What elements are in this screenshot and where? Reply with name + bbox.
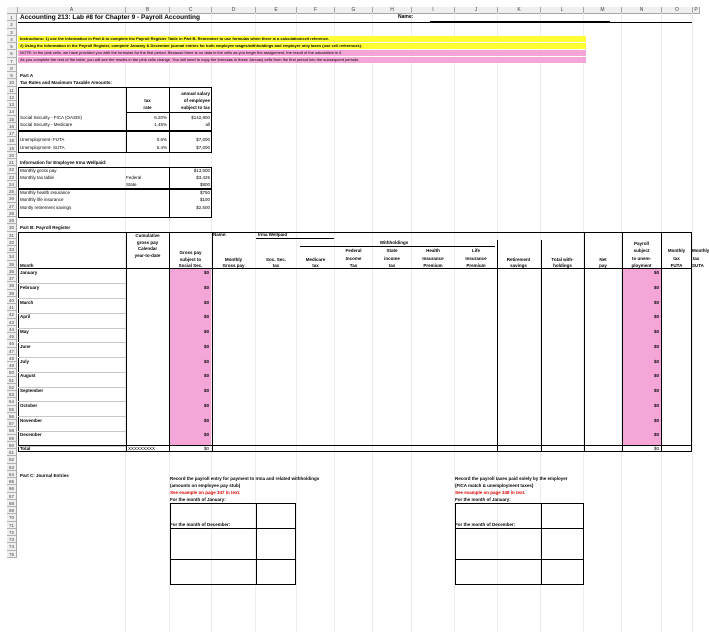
instruction-note-1: NOTE: In the pink cells, we have provided you with the formulas for the first period. Because there is no data in the cells as you begin the assignment, the result of the calculation is 0. [20,50,343,55]
row-header[interactable]: 1 [7,14,17,21]
part-c-label: Part C: Journal Entries [20,473,69,478]
payroll-subject-value[interactable]: $0 [653,373,659,379]
row-header[interactable]: 31 [7,232,17,239]
state-header: State [386,248,398,253]
column-header-d[interactable]: D [212,7,256,14]
employee-label: Monthly life insurance [20,197,64,202]
employee-mid: Federal [126,175,142,180]
annual-salary-header: of employee [183,98,210,103]
retirement-header: savings [510,263,527,268]
jan-entry-note: (amounts on employee pay stub) [170,483,241,488]
total-withholdings-header: Total with- [551,256,574,262]
total-cumulative: XXXXXXXXX [128,446,156,451]
column-header-h[interactable]: H [373,7,412,14]
month-label: November [20,417,43,423]
column-header-b[interactable]: B [126,7,170,14]
futa-header: Monthly [667,248,686,253]
month-label: March [20,299,34,305]
rate-max[interactable]: $7,000 [196,137,210,142]
payroll-subject-value[interactable]: $0 [653,402,659,408]
row-header[interactable]: 24 [7,181,17,188]
row-header[interactable]: 48 [7,355,17,362]
row-rule [18,328,126,329]
month-label: January [20,270,38,275]
federal-header: Tax [349,263,358,268]
rate-name: Social Security - FICA (OASDI) [20,115,83,120]
row-header[interactable]: 15 [7,116,17,123]
row-header[interactable]: 66 [7,485,17,492]
column-header-i[interactable]: I [412,7,455,14]
row-header[interactable]: 3 [7,29,17,36]
title-rule [18,22,692,23]
row-header[interactable]: 62 [7,456,17,463]
rate-value[interactable]: 1.45% [154,122,167,127]
employer-dec-entry-box[interactable] [455,528,584,585]
jan-entry-instruction: Record the payroll entry for payment to Irma and related withholdings [170,476,320,481]
row-header[interactable]: 45 [7,333,17,340]
row-rule [18,446,126,447]
tax-rate-header: tax [144,98,151,103]
total-withholdings-header: holdings [553,263,572,268]
row-header[interactable]: 27 [7,203,17,210]
row-header[interactable]: 74 [7,543,17,550]
employee-label: Monthly tax table [20,175,55,180]
row-header[interactable]: 38 [7,282,17,289]
employee-name: Irma Wellpaid [258,232,288,237]
select-all-corner[interactable] [7,7,18,14]
part-a-label: Part A [20,73,34,78]
payroll-subject-value[interactable]: $0 [653,417,659,423]
monthly-gross-header: Monthly [224,256,243,262]
row-header[interactable]: 18 [7,137,17,144]
rate-max[interactable]: all [205,122,210,127]
row-rule [18,342,126,343]
gross-subject-header: Social Sec. [178,263,203,268]
row-header[interactable]: 68 [7,500,17,507]
payroll-subject-value[interactable]: $0 [653,314,659,320]
row-header[interactable]: 26 [7,195,17,202]
cumulative-header: gross pay [136,239,159,245]
state-header: income [384,255,400,261]
table-divider [126,232,127,452]
payroll-subject-header: ployment [631,263,652,268]
net-pay-header: pay [599,263,607,268]
gross-subject-value[interactable]: $0 [203,388,209,393]
tax-rate-header: rate [143,105,152,110]
row-header[interactable]: 52 [7,384,17,391]
federal-header: Federal [345,248,362,253]
row-header[interactable]: 30 [7,224,17,231]
sheet-title: Accounting 213: Lab #8 for Chapter 9 - Payroll Accounting [20,14,200,21]
row-header[interactable]: 37 [7,275,17,282]
row-header[interactable]: 9 [7,72,17,79]
row-header[interactable]: 4 [7,36,17,43]
column-header-f[interactable]: F [297,7,335,14]
employee-value[interactable]: $750 [199,190,210,195]
month-label: April [20,314,31,320]
instruction-line-1: Instructions: 1) use the information in Part A to complete the Payroll Register Table in Part B. Remember to use formulas when there is a calculation/cell reference. [20,36,330,41]
month-label: October [20,402,38,408]
part-b-label: Part B: Payroll Register [20,225,71,230]
row-header[interactable]: 16 [7,123,17,130]
row-header[interactable]: 63 [7,464,17,471]
row-header[interactable]: 46 [7,340,17,347]
row-header[interactable]: 71 [7,522,17,529]
state-header: tax [388,263,396,268]
rate-name: Unemployment- FUTA [20,137,65,142]
payroll-subject-value[interactable]: $0 [653,284,659,290]
row-header[interactable]: 7 [7,58,17,65]
row-header[interactable]: 14 [7,108,17,115]
life-header: Premium [466,263,486,268]
annual-salary-header: subject to tax [180,105,210,110]
gross-subject-value[interactable]: $0 [203,373,209,379]
employee-value[interactable]: $3,425 [196,175,210,180]
row-header[interactable]: 50 [7,369,17,376]
column-header-o[interactable]: O [662,7,693,14]
employer-dec-month: For the month of December: [455,522,516,527]
row-header[interactable]: 21 [7,159,17,166]
row-header[interactable]: 12 [7,94,17,101]
total-label: Total [20,446,31,451]
row-header[interactable]: 53 [7,391,17,398]
row-header[interactable]: 43 [7,319,17,326]
row-header[interactable]: 5 [7,43,17,50]
row-header[interactable]: 47 [7,348,17,355]
suta-header: Monthly [692,248,709,253]
total-payroll-subject[interactable]: $0 [653,446,659,451]
payroll-subject-value[interactable]: $0 [653,343,659,349]
federal-header: Income [345,255,362,261]
row-header[interactable]: 29 [7,217,17,224]
column-header-p[interactable]: P [693,7,700,14]
rate-value[interactable]: 6.20% [154,115,167,120]
rate-value[interactable]: 0.6% [156,137,167,142]
row-header[interactable]: 64 [7,471,17,478]
jan-entry-month: For the month of January: [170,497,226,502]
row-header[interactable]: 59 [7,435,17,442]
header-separator [18,268,692,269]
month-label: February [20,284,40,290]
suta-header: SUTA [692,263,704,268]
payroll-subject-value[interactable]: $0 [653,329,659,334]
column-header-c[interactable]: C [170,7,212,14]
employer-jan-month: For the month of January: [455,497,511,502]
gross-subject-value[interactable]: $0 [203,270,209,275]
retirement-header: Retirement [506,256,531,262]
rate-name: Social Security - Medicare [20,122,73,127]
employee-value[interactable]: $2,500 [196,205,210,210]
month-label: August [20,373,36,379]
month-label: July [20,358,30,364]
table-divider [541,240,542,452]
employee-label: Monthly health insurance [20,190,71,195]
gross-subject-value[interactable]: $0 [203,329,209,334]
row-header[interactable]: 60 [7,442,17,449]
row-header[interactable]: 57 [7,420,17,427]
net-pay-header: Net [599,256,607,262]
row-header[interactable]: 39 [7,290,17,297]
row-header[interactable]: 42 [7,311,17,318]
row-header[interactable]: 58 [7,427,17,434]
header-underline [170,112,211,113]
gross-subject-value[interactable]: $0 [203,432,209,438]
annual-salary-header: annual salary [181,91,210,96]
row-header[interactable]: 67 [7,493,17,500]
row-header[interactable]: 2 [7,21,17,28]
gross-subject-header: Gross pay [179,250,202,255]
employer-entry-note: (FICA match & unemployment taxes) [455,483,534,488]
month-header: Month [20,263,34,268]
cumulative-header: year-to-date [134,252,161,258]
row-header[interactable]: 28 [7,210,17,217]
row-header[interactable]: 70 [7,514,17,521]
row-header[interactable]: 56 [7,413,17,420]
row-header[interactable]: 34 [7,253,17,260]
row-header[interactable]: 20 [7,152,17,159]
journal-divider [541,528,542,585]
row-header[interactable]: 25 [7,188,17,195]
row-header[interactable]: 73 [7,536,17,543]
row-rule [18,313,126,314]
employee-label: Montly retirement savings [20,205,72,210]
futa-header: tax [673,255,680,261]
employee-value[interactable]: $100 [199,197,210,202]
instruction-note-2: As you complete the rest of the table, you will see the results in the pink cells change. You will need to copy the formulas in these January cells from the first period into the subsequent periods. [20,57,360,62]
cumulative-header: Calendar [137,246,158,251]
row-header[interactable]: 8 [7,65,17,72]
column-header-m[interactable]: M [584,7,622,14]
health-header: Insurance [422,255,444,261]
row-header[interactable]: 55 [7,406,17,413]
gross-subject-value[interactable]: $0 [203,417,209,423]
health-header: Premium [423,263,443,268]
dec-entry-month: For the month of December: [170,522,231,527]
row-header[interactable]: 36 [7,268,17,275]
dec-journal-entry-box[interactable] [170,528,296,585]
month-label: June [20,343,31,349]
row-rule [18,357,126,358]
payroll-subject-value[interactable]: $0 [653,270,659,275]
withholdings-header: Withholdings [379,240,409,245]
gross-subject-value[interactable]: $0 [203,343,209,349]
row-header[interactable]: 6 [7,50,17,57]
gross-subject-value[interactable]: $0 [203,314,209,320]
row-header[interactable]: 49 [7,362,17,369]
payroll-subject-value[interactable]: $0 [653,358,659,364]
name-label: Name: [398,14,414,20]
column-header-n[interactable]: N [622,7,662,14]
table-divider [497,240,498,452]
row-header[interactable]: 22 [7,166,17,173]
instruction-line-2: 2) Using the information in the Payroll Register, complete January & December journal entries for both employee wages/withholdings and employer only taxes (use cell references). [20,43,363,48]
medicare-header: tax [312,263,319,268]
suta-header: tax [692,255,700,261]
row-header[interactable]: 54 [7,398,17,405]
table-divider [126,87,127,153]
row-header[interactable]: 10 [7,79,17,86]
rate-max[interactable]: $142,800 [191,115,210,120]
employer-entry-instruction: Record the payroll taxes paid solely by the employer [455,476,568,481]
row-header[interactable]: 23 [7,174,17,181]
row-rule [18,298,126,299]
employer-entry-example: See example on page 348 in text. [455,490,526,495]
row-header[interactable]: 13 [7,101,17,108]
row-header[interactable]: 61 [7,449,17,456]
column-header-j[interactable]: J [455,7,498,14]
payroll-subject-header: to unem- [632,255,651,261]
row-header[interactable]: 17 [7,130,17,137]
health-header: Health [426,248,440,253]
row-header[interactable]: 33 [7,246,17,253]
employee-mid: State [126,182,137,187]
employee-label: Monthly gross pay [20,168,57,173]
futa-header: FUTA [670,263,683,268]
total-gross-subject[interactable]: $0 [203,446,209,451]
payroll-subject-value[interactable]: $0 [653,432,659,438]
column-header-e[interactable]: E [256,7,297,14]
gross-subject-value[interactable]: $0 [203,402,209,408]
journal-divider [256,528,257,585]
payroll-subject-header: Payroll [633,241,649,246]
row-header[interactable]: 72 [7,529,17,536]
row-header[interactable]: 51 [7,377,17,384]
medicare-header: Medicare [305,256,326,262]
gross-subject-value[interactable]: $0 [203,358,209,364]
life-header: Insurance [465,255,487,261]
cumulative-header: Cumulative [135,233,160,238]
soc-sec-header: tax [272,263,280,268]
table-divider [169,87,170,153]
tax-rates-heading: Tax Rates and Maximum Taxable Amounts: [20,80,112,85]
row-header[interactable]: 44 [7,326,17,333]
gross-subject-header: subject to [179,256,202,262]
withholdings-underline [300,246,495,247]
payroll-subject-header: subject [633,248,650,253]
row-header[interactable]: 41 [7,304,17,311]
column-header-a[interactable]: A [18,7,126,14]
row-header[interactable]: 32 [7,239,17,246]
month-label: December [20,432,42,438]
monthly-gross-header: Gross pay [222,263,245,268]
column-header-l[interactable]: L [541,7,584,14]
employee-value[interactable]: $800 [199,182,210,187]
grid-line [692,13,693,632]
gross-subject-value[interactable]: $0 [203,284,209,290]
gross-subject-value[interactable]: $0 [203,299,209,305]
jan-entry-example: See example on page 347 in text. [170,490,241,495]
row-header[interactable]: 19 [7,145,17,152]
life-header: Life [471,248,480,253]
header-underline [126,112,169,113]
rate-name: Unemployment- SUTA [20,145,65,150]
employee-value[interactable]: $13,500 [193,168,210,173]
row-header[interactable]: 11 [7,87,17,94]
month-label: September [20,388,44,393]
column-header-k[interactable]: K [498,7,541,14]
payroll-subject-value[interactable]: $0 [653,299,659,305]
payroll-subject-value[interactable]: $0 [653,388,659,393]
rate-value[interactable]: 5.4% [156,145,167,150]
row-header[interactable]: 69 [7,507,17,514]
row-header[interactable]: 35 [7,261,17,268]
part-b-name-label: Name: [213,232,227,237]
row-header[interactable]: 40 [7,297,17,304]
column-header-g[interactable]: G [335,7,373,14]
row-header[interactable]: 65 [7,478,17,485]
rate-max[interactable]: $7,000 [196,145,210,150]
month-label: May [20,329,29,334]
employee-info-heading: Information for Employee Irma Wellpaid: [20,160,107,165]
soc-sec-header: Soc. Sec. [265,256,286,262]
row-header[interactable]: 75 [7,551,17,558]
